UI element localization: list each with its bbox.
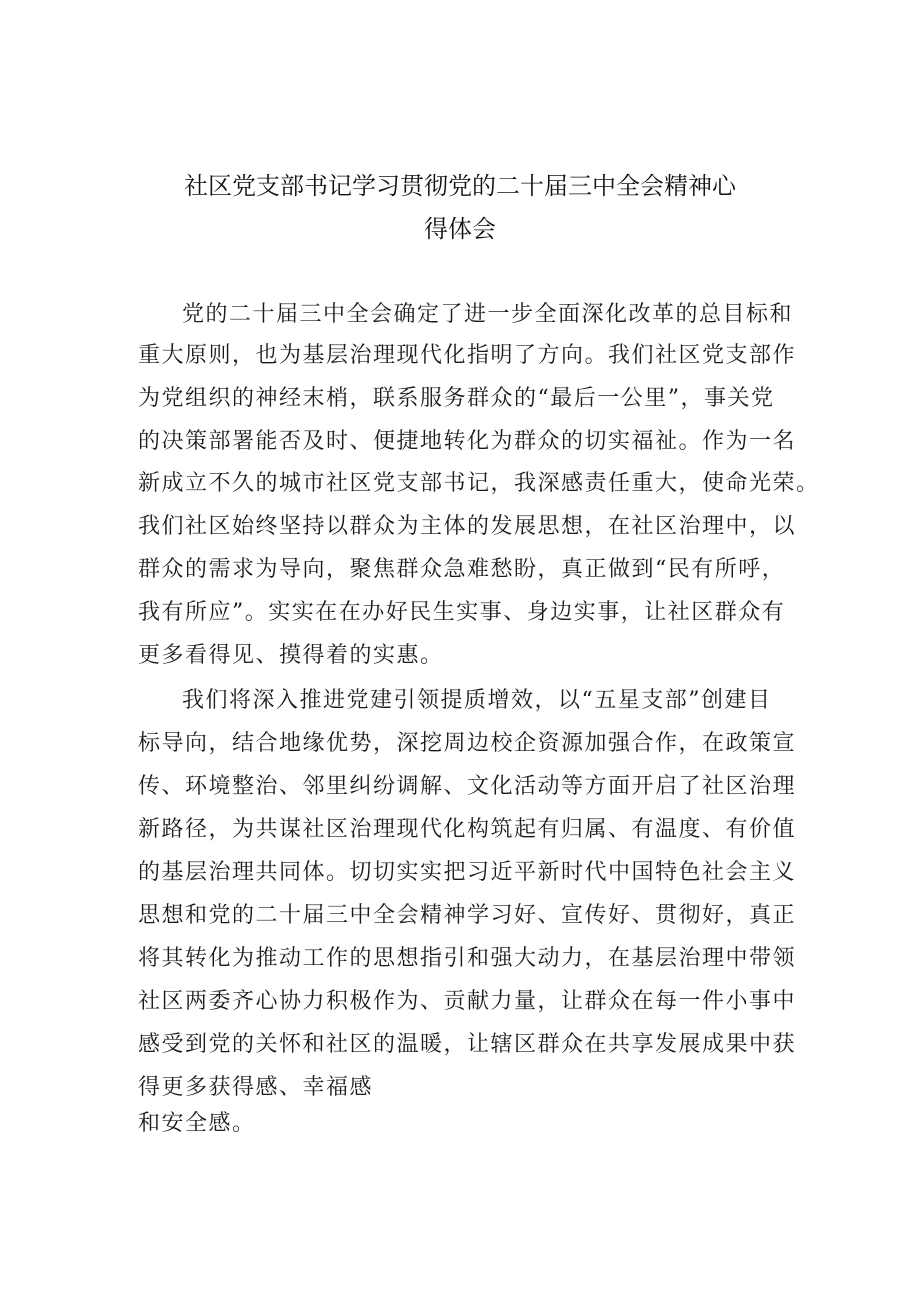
body-line: 将其转化为推动工作的思想指引和强大动力，在基层治理中带领 xyxy=(138,946,797,971)
body-line: 我们社区始终坚持以群众为主体的发展思想，在社区治理中，以 xyxy=(138,514,797,539)
body-line: 的决策部署能否及时、便捷地转化为群众的切实福祉。作为一名 xyxy=(138,429,797,454)
body-line: 感受到党的关怀和社区的温暖，让辖区群众在共享发展成果中获 xyxy=(138,1032,797,1057)
title-line-2: 得体会 xyxy=(424,215,496,243)
body-line: 标导向，结合地缘优势，深挖周边校企资源加强合作，在政策宣 xyxy=(138,731,797,756)
body-line: 我有所应”。实实在在办好民生实事、身边实事，让社区群众有 xyxy=(138,600,786,625)
body-line: 新路径，为共谋社区治理现代化构筑起有归属、有温度、有价值 xyxy=(138,817,797,842)
body-line: 和安全感。 xyxy=(138,1111,256,1136)
body-line: 我们将深入推进党建引领提质增效，以“五星支部”创建目 xyxy=(182,688,772,713)
body-line: 社区两委齐心协力积极作为、贡献力量，让群众在每一件小事中 xyxy=(138,989,797,1014)
body-line: 的基层治理共同体。切切实实把习近平新时代中国特色社会主义 xyxy=(138,860,797,885)
body-line: 重大原则，也为基层治理现代化指明了方向。我们社区党支部作 xyxy=(138,343,797,368)
title-line-1: 社区党支部书记学习贯彻党的二十届三中全会精神心 xyxy=(184,172,736,200)
body-line: 新成立不久的城市社区党支部书记，我深感责任重大，使命光荣。 xyxy=(138,471,820,496)
body-line: 传、环境整治、邻里纠纷调解、文化活动等方面开启了社区治理 xyxy=(138,774,797,799)
body-line: 为党组织的神经末梢，联系服务群众的“最后一公里”，事关党 xyxy=(138,386,775,411)
body-line: 思想和党的二十届三中全会精神学习好、宣传好、贯彻好，真正 xyxy=(138,903,797,928)
body-line: 更多看得见、摸得着的实惠。 xyxy=(138,643,444,668)
body-line: 群众的需求为导向，聚焦群众急难愁盼，真正做到“民有所呼， xyxy=(138,557,786,582)
body-line: 党的二十届三中全会确定了进一步全面深化改革的总目标和 xyxy=(182,302,794,327)
body-line: 得更多获得感、幸福感 xyxy=(138,1075,374,1100)
